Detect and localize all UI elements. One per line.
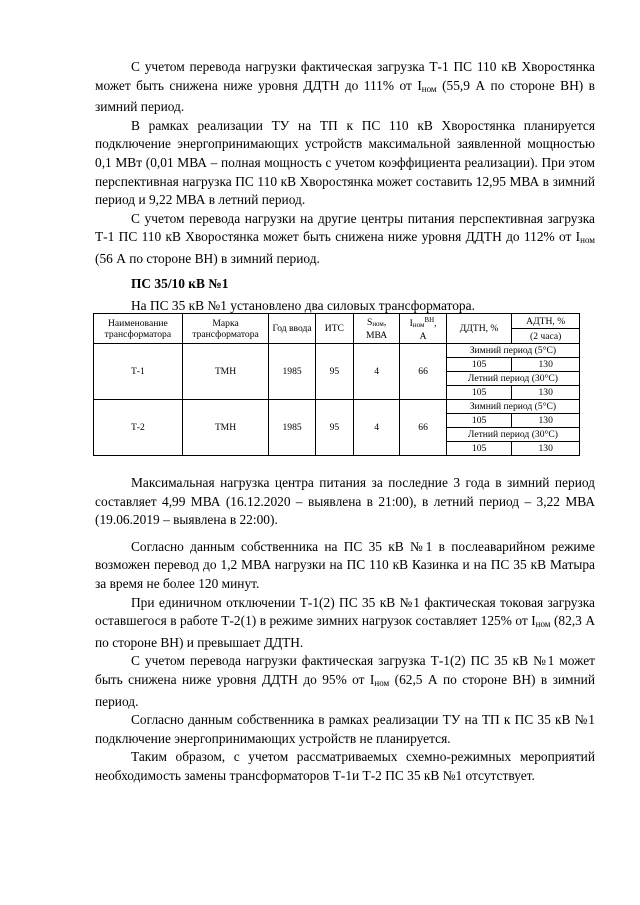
cell-year: 1985: [269, 344, 315, 400]
cell-summer-label: Летний период (30°С): [446, 428, 579, 442]
cell-name: Т-1: [94, 344, 183, 400]
cell-winter-adtn: 130: [512, 414, 580, 428]
cell-name: Т-2: [94, 400, 183, 456]
table-header-row: [94, 314, 580, 329]
cell-summer-ddtn: 105: [446, 442, 512, 456]
header-mark: Марка трансформатора: [182, 314, 269, 344]
table-row: [94, 400, 580, 414]
paragraph: Согласно данным собственника на ПС 35 кВ №1 в послеаварийном режиме возможен перевод до 1,2 МВА нагрузки на ПС 110 кВ Казинка и на ПС 35 кВ Матыра за время не более 120 минут.: [95, 538, 595, 591]
paragraph: При единичном отключении Т-1(2) ПС 35 кВ №1 фактическая токовая загрузка оставшегося в работе Т-2(1) в режиме зимних нагрузок составляет 125% от $I_{ном}$ (82,3 А по стороне ВН) и превышает ДДТН.: [95, 594, 595, 650]
cell-winter-ddtn: 105: [446, 414, 512, 428]
cell-itc: 95: [315, 344, 353, 400]
cell-mark: ТМН: [182, 344, 269, 400]
paragraph: С учетом перевода нагрузки фактическая загрузка Т-1(2) ПС 35 кВ №1 может быть снижена ниже уровня ДДТН до 95% от $I_{ном}$ (62,5 А по стороне ВН) в зимний период.: [95, 653, 595, 709]
cell-i-nom: 66: [400, 400, 446, 456]
paragraph: В рамках реализации ТУ на ТП к ПС 110 кВ Хворостянка планируется подключение энергопринимающих устройств максимальной заявленной мощностью 0,1 МВт (0,01 МВА – полная мощность с учетом коэффициента реализации). При этом перспективная нагрузка ПС 110 кВ Хворостянка может составить 12,95 МВА в зимний период и 9,22 МВА в летний период.: [95, 117, 595, 208]
cell-mark: ТМН: [182, 400, 269, 456]
section-heading: ПС 35/10 кВ №1: [131, 275, 229, 291]
header-i-nom: Iном$^{ВН}$, А: [400, 314, 446, 344]
cell-s-nom: 4: [353, 400, 399, 456]
header-adtn: АДТН, %: [512, 314, 580, 329]
cell-winter-ddtn: 105: [446, 358, 512, 372]
transformer-table: [93, 313, 580, 456]
top-text-block: [95, 58, 595, 317]
cell-summer-adtn: 130: [512, 386, 580, 400]
cell-itc: 95: [315, 400, 353, 456]
header-name: Наименование трансформатора: [94, 314, 183, 344]
cell-year: 1985: [269, 400, 315, 456]
paragraph: Максимальная нагрузка центра питания за последние 3 года в зимний период составляет 4,99 МВА (16.12.2020 – выявлена в 21:00), в летний период – 3,22 МВА (19.06.2019 – выявлена в 22:00).: [95, 475, 595, 528]
paragraph: Таким образом, с учетом рассматриваемых схемно-режимных мероприятий необходимость замены трансформаторов Т-1и Т-2 ПС 35 кВ №1 отсутствует.: [95, 749, 595, 783]
cell-winter-label: Зимний период (5°С): [446, 400, 579, 414]
header-ddtn: ДДТН, %: [446, 314, 512, 344]
header-s-nom: Sном, МВА: [353, 314, 399, 344]
cell-summer-label: Летний период (30°С): [446, 372, 579, 386]
paragraph: С учетом перевода нагрузки на другие центры питания перспективная загрузка Т-1 ПС 110 кВ Хворостянка может быть снижена ниже уровня ДДТН до 112% от $I_{ном}$ (56 А по стороне ВН) в зимний период.: [95, 210, 595, 266]
bottom-text-block: [95, 474, 595, 786]
cell-winter-adtn: 130: [512, 358, 580, 372]
cell-summer-ddtn: 105: [446, 386, 512, 400]
header-year: Год ввода: [269, 314, 315, 344]
paragraph: С учетом перевода нагрузки фактическая загрузка Т-1 ПС 110 кВ Хворостянка может быть снижена ниже уровня ДДТН до 111% от $I_{ном}$ (55,9 А по стороне ВН) в зимний период.: [95, 59, 595, 115]
cell-winter-label: Зимний период (5°С): [446, 344, 579, 358]
header-itc: ИТС: [315, 314, 353, 344]
table-caption: На ПС 35 кВ №1 установлено два силовых трансформатора.: [131, 298, 475, 314]
cell-i-nom: 66: [400, 344, 446, 400]
table-row: [94, 344, 580, 358]
header-adtn-duration: (2 часа): [512, 329, 580, 344]
cell-s-nom: 4: [353, 344, 399, 400]
paragraph: Согласно данным собственника в рамках реализации ТУ на ТП к ПС 35 кВ №1 подключение энергопринимающих устройств не планируется.: [95, 712, 595, 746]
cell-summer-adtn: 130: [512, 442, 580, 456]
